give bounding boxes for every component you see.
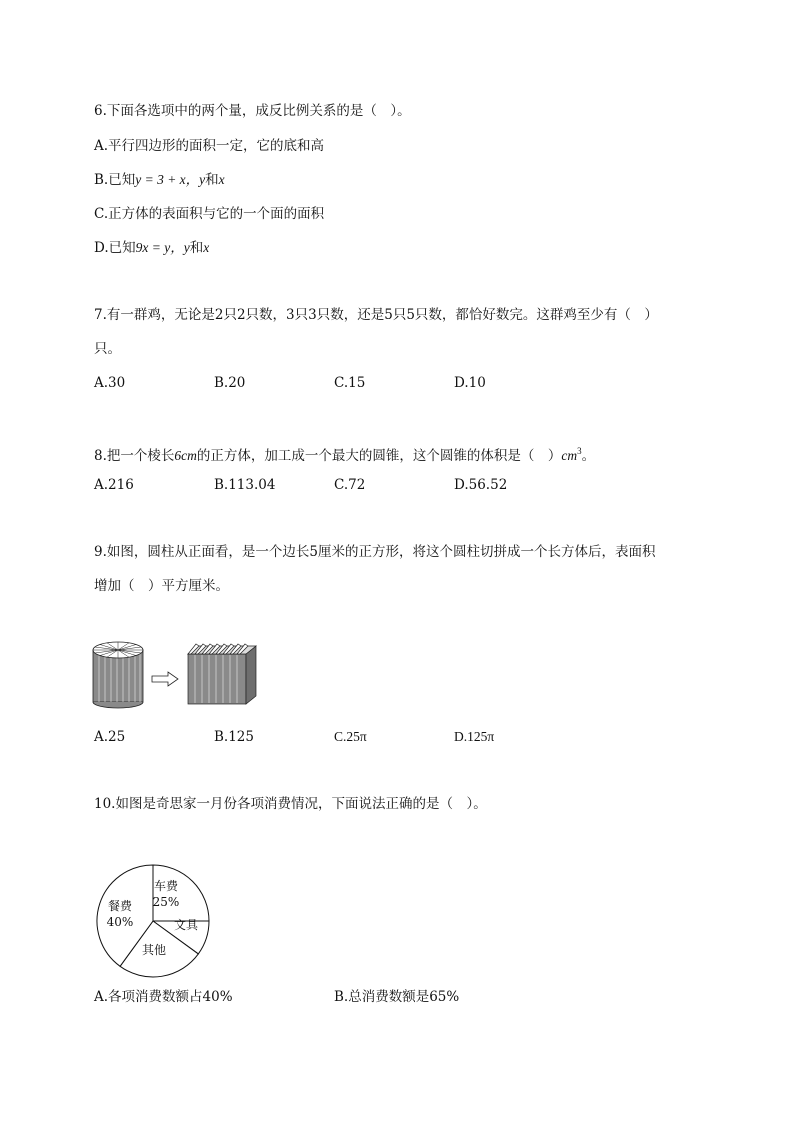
pie-label-stationery: 文具 (173, 918, 199, 932)
q8-option-a: A.216 (94, 477, 134, 493)
q8-unit-base: cm (561, 448, 578, 463)
q10-stem: 10.如图是奇思家一月份各项消费情况，下面说法正确的是（ ）。 (94, 796, 487, 812)
pie-value-car: 25% (152, 895, 180, 909)
q6-option-b-end: x (218, 172, 225, 187)
q6-stem: 6.下面各选项中的两个量，成反比例关系的是（ ）。 (94, 103, 411, 119)
q6-option-b (94, 171, 225, 189)
q8-stem-unit (561, 448, 581, 463)
q9-stem-line2: 增加（ ）平方厘米。 (94, 578, 229, 594)
q9-option-a: A.25 (94, 729, 126, 745)
q9-option-b: B.125 (214, 729, 254, 745)
q8-stem-mid: 的正方体，加工成一个最大的圆锥，这个圆锥的体积是（ ） (196, 448, 562, 464)
q6-option-b-math: y = 3 + x，y (135, 172, 206, 187)
q10-pie-chart (92, 860, 214, 982)
q9-stem-line1: 9.如图，圆柱从正面看，是一个边长5厘米的正方形，将这个圆柱切拼成一个长方体后，表面积 (94, 544, 656, 560)
q7-option-a: A.30 (94, 375, 126, 391)
pie-label-other: 其他 (141, 943, 167, 957)
q6-option-c: C.正方体的表面积与它的一个面的面积 (94, 206, 325, 222)
q9-option-d: D.125π (454, 729, 495, 744)
q7-stem-line1: 7.有一群鸡，无论是2只2只数，3只3只数，还是5只5只数，都恰好数完。这群鸡至少有（ ） (94, 307, 658, 323)
pie-value-meal: 40% (106, 915, 134, 929)
q6-option-d-mid: 和 (189, 240, 204, 256)
q6-option-b-mid: 和 (205, 172, 219, 188)
cuboid-figure (188, 644, 256, 704)
q9-option-c: C.25π (334, 729, 367, 744)
q6-option-d (94, 239, 209, 257)
pie-label-meal: 餐费 (107, 899, 133, 913)
q10-option-b: B.总消费数额是65% (334, 989, 460, 1005)
q8-unit-sup: 3 (577, 446, 582, 456)
q8-option-d: D.56.52 (454, 477, 508, 493)
q7-stem-line2: 只。 (94, 341, 121, 357)
q8-stem-math: 6cm (174, 448, 197, 463)
pie-slice-0 (153, 865, 209, 921)
q8-option-b: B.113.04 (214, 477, 276, 493)
q7-option-c: C.15 (334, 375, 366, 391)
q10-option-a: A.各项消费数额占40% (94, 989, 233, 1005)
q7-option-b: B.20 (214, 375, 246, 391)
pie-label-car: 车费 (153, 879, 179, 893)
arrow-icon (152, 672, 178, 686)
q6-option-b-prefix: B.已知 (94, 172, 136, 188)
q6-option-a: A.平行四边形的面积一定，它的底和高 (94, 138, 325, 154)
q8-stem-end: 。 (581, 448, 596, 464)
q8-stem-prefix: 8.把一个棱长 (94, 448, 175, 464)
q9-figure (90, 636, 270, 718)
q6-option-d-math: 9x = y，y (135, 240, 190, 255)
q8-option-c: C.72 (334, 477, 366, 493)
q6-option-d-prefix: D.已知 (94, 240, 136, 256)
q7-option-d: D.10 (454, 375, 486, 391)
q8-stem (94, 442, 595, 465)
q6-option-d-end: x (203, 240, 210, 255)
cylinder-figure (93, 642, 143, 708)
